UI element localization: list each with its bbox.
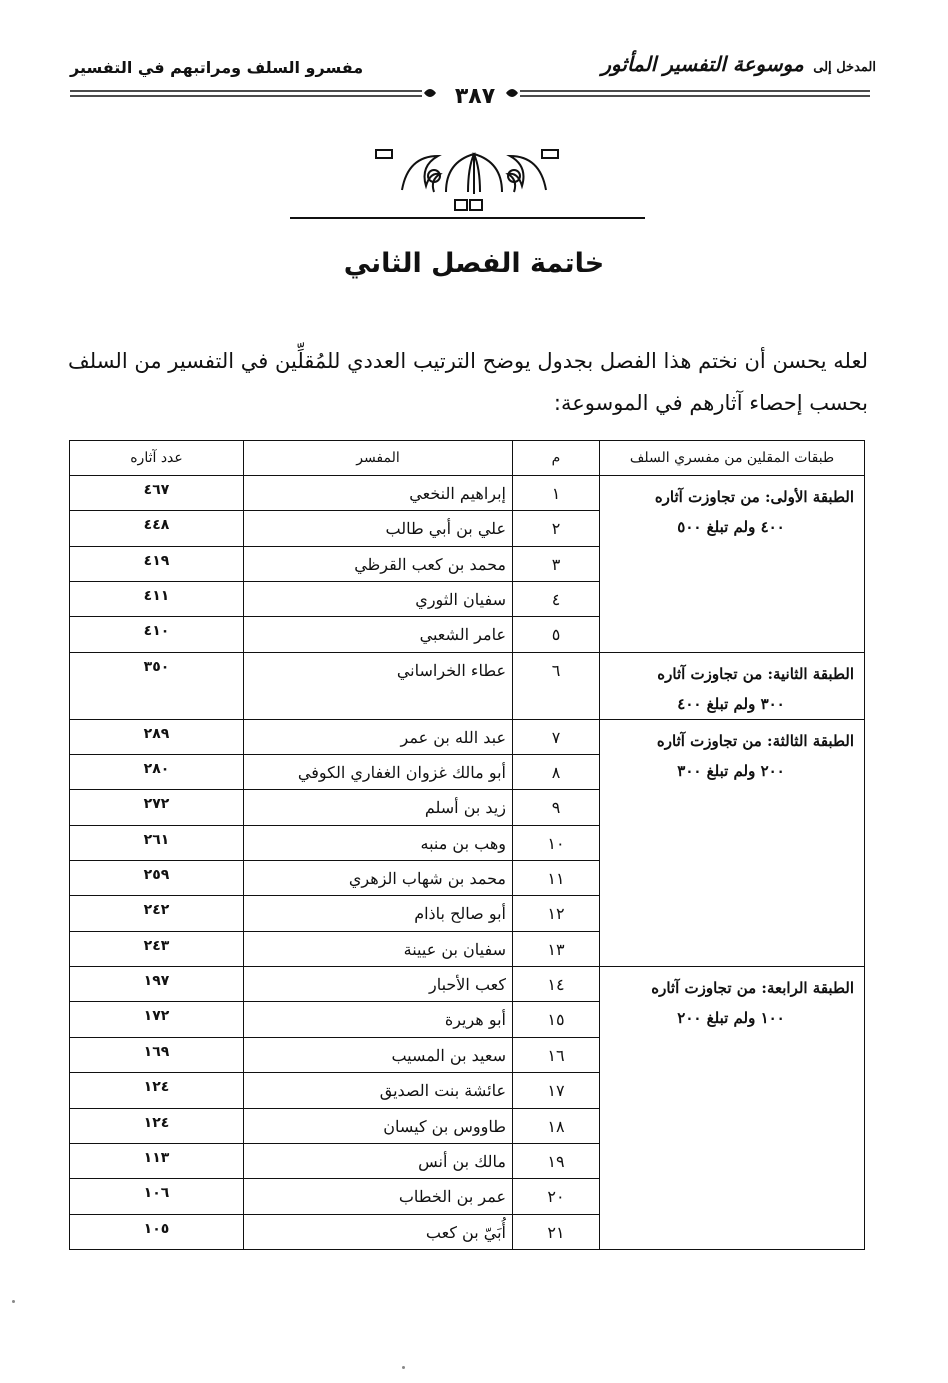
scholar-name: أُبَيّ بن كعب [244,1214,513,1249]
row-number: ٩ [513,790,600,825]
name-column-header: المفسر [244,441,513,476]
row-number: ١٦ [513,1037,600,1072]
scholar-name: كعب الأحبار [244,967,513,1002]
row-number: ١٣ [513,931,600,966]
tier-label: الطبقة الرابعة: من تجاوزت آثاره [651,979,854,998]
scholar-name: وهب بن منبه [244,825,513,860]
table-row [70,652,865,719]
narration-count: ١٠٦ [70,1179,244,1214]
header-ornaments [0,0,948,240]
scholars-table [69,440,865,1250]
table-row [70,967,865,1002]
book-title-calligraphy: موسوعة التفسير المأثور [601,52,804,76]
scholar-name: أبو هريرة [244,1002,513,1037]
narration-count: ٢٥٩ [70,861,244,896]
narration-count: ١٧٢ [70,1002,244,1037]
row-number: ٣ [513,546,600,581]
row-number: ١٠ [513,825,600,860]
row-number: ٢١ [513,1214,600,1249]
narration-count: ٢٤٣ [70,931,244,966]
row-number: ١١ [513,861,600,896]
tier-range: ٤٠٠ ولم تبلغ ٥٠٠ [677,518,785,536]
tier-cell-2 [600,652,865,719]
narration-count: ١٢٤ [70,1108,244,1143]
tier-label: الطبقة الثانية: من تجاوزت آثاره [657,664,854,683]
scholar-name: سفيان الثوري [244,582,513,617]
row-number: ١ [513,476,600,511]
tier-range: ٣٠٠ ولم تبلغ ٤٠٠ [677,694,785,713]
row-number: ١٧ [513,1073,600,1108]
row-number: ٨ [513,755,600,790]
scholar-name: زيد بن أسلم [244,790,513,825]
narration-count: ٢٨٩ [70,719,244,754]
table-row [70,719,865,754]
row-number: ٤ [513,582,600,617]
scholar-name: أبو صالح باذام [244,896,513,931]
tier-cell-1 [600,476,865,653]
scholar-name: عطاء الخراساني [244,652,513,719]
narration-count: ١٢٤ [70,1073,244,1108]
scholar-name: إبراهيم النخعي [244,476,513,511]
scholar-name: أبو مالك غزوان الغفاري الكوفي [244,755,513,790]
narration-count: ١٦٩ [70,1037,244,1072]
scholar-name: محمد بن كعب القرظي [244,546,513,581]
row-number: ٥ [513,617,600,652]
tier-cell-3 [600,719,865,966]
table-header-row [70,441,865,476]
narration-count: ١١٣ [70,1143,244,1178]
row-number: ١٨ [513,1108,600,1143]
row-number: ١٢ [513,896,600,931]
header-double-rule-right [520,91,870,96]
scholar-name: علي بن أبي طالب [244,511,513,546]
chapter-ornament-icon [290,150,645,218]
number-column-header: م [513,441,600,476]
chapter-running-header: مفسرو السلف ومراتبهم في التفسير [70,58,364,77]
tier-column-header: طبقات المقلين من مفسري السلف [600,441,865,476]
narration-count: ١٩٧ [70,967,244,1002]
header-double-rule-left [70,91,422,96]
row-number: ٢ [513,511,600,546]
scholar-name: سعيد بن المسيب [244,1037,513,1072]
scan-speck [12,1300,15,1303]
tier-label: الطبقة الأولى: من تجاوزت آثاره [654,488,854,506]
narration-count: ٢٨٠ [70,755,244,790]
page-number-flourish-left-icon [424,89,436,97]
row-number: ٧ [513,719,600,754]
narration-count: ٤١١ [70,582,244,617]
scan-speck [402,1366,405,1369]
chapter-title: خاتمة الفصل الثاني [343,248,605,279]
tier-range: ١٠٠ ولم تبلغ ٢٠٠ [677,1009,785,1028]
narration-count: ٢٧٢ [70,790,244,825]
scholar-name: سفيان بن عيينة [244,931,513,966]
table-row [70,476,865,511]
narration-count: ٢٦١ [70,825,244,860]
row-number: ٢٠ [513,1179,600,1214]
count-column-header: عدد آثاره [70,441,244,476]
scholar-name: مالك بن أنس [244,1143,513,1178]
narration-count: ٢٤٢ [70,896,244,931]
row-number: ١٤ [513,967,600,1002]
page-number: ٣٨٧ [454,84,496,109]
intro-paragraph: لعله يحسن أن نختم هذا الفصل بجدول يوضح الترتيب العددي للمُقلِّين في التفسير من السلف بحسب إحصاء آثارهم في الموسوعة: [68,349,868,415]
tier-label: الطبقة الثالثة: من تجاوزت آثاره [656,731,854,750]
narration-count: ٣٥٠ [70,652,244,719]
narration-count: ١٠٥ [70,1214,244,1249]
book-title-prefix: المدخل إلى [813,60,876,75]
narration-count: ٤١٩ [70,546,244,581]
scholar-name: طاووس بن كيسان [244,1108,513,1143]
page-number-flourish-right-icon [506,89,518,97]
row-number: ١٩ [513,1143,600,1178]
scholar-name: عمر بن الخطاب [244,1179,513,1214]
tier-cell-4 [600,967,865,1250]
narration-count: ٤٦٧ [70,476,244,511]
scholar-name: عامر الشعبي [244,617,513,652]
scholar-name: محمد بن شهاب الزهري [244,861,513,896]
scholar-name: عبد الله بن عمر [244,719,513,754]
row-number: ١٥ [513,1002,600,1037]
tier-range: ٢٠٠ ولم تبلغ ٣٠٠ [677,761,785,780]
narration-count: ٤٤٨ [70,511,244,546]
narration-count: ٤١٠ [70,617,244,652]
scholar-name: عائشة بنت الصديق [244,1073,513,1108]
row-number: ٦ [513,652,600,719]
